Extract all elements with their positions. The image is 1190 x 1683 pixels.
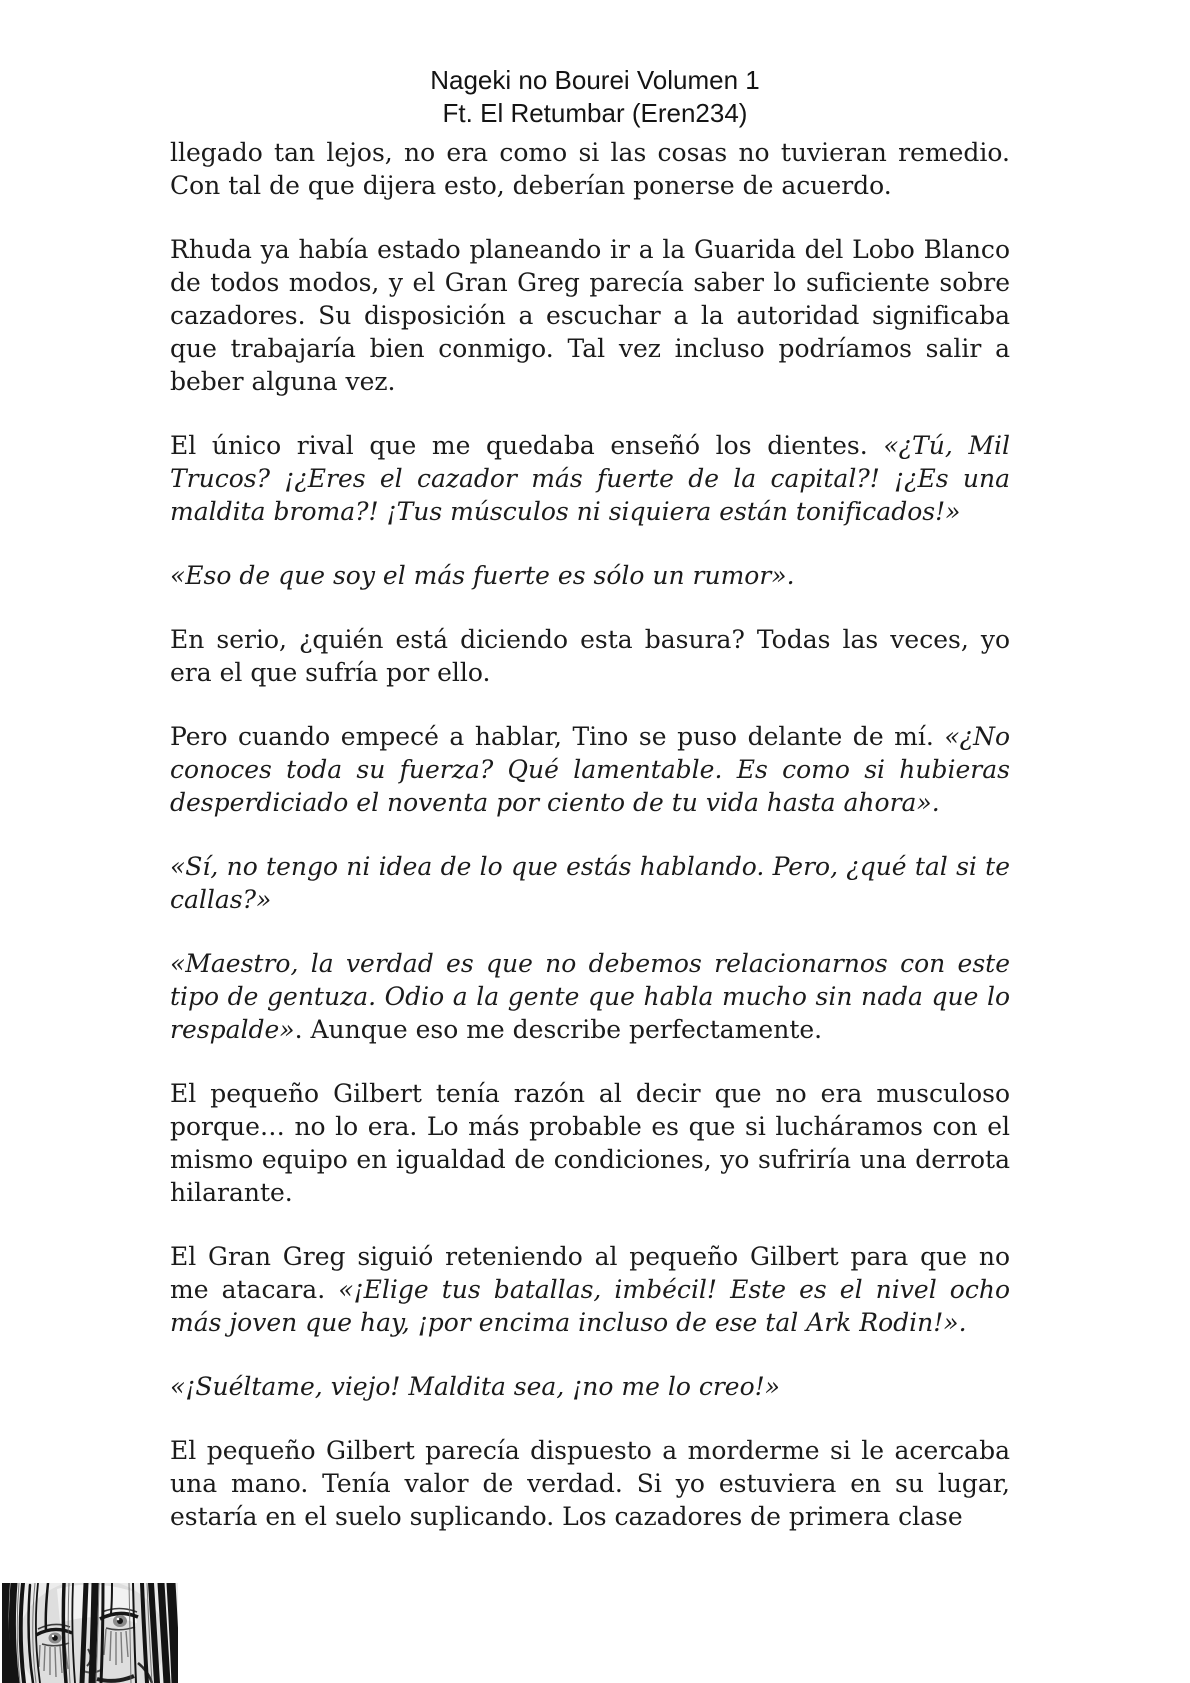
dialogue-segment: «Sí, no tengo ni idea de lo que estás hablando. Pero, ¿qué tal si te callas?» xyxy=(170,852,1010,914)
narration-segment: El Gran Greg siguió reteniendo al pequeño Gilbert para que no me atacara. xyxy=(170,1242,1010,1304)
paragraph-2 xyxy=(170,233,1010,398)
dialogue-segment: «¿Tú, Mil Trucos? ¡¿Eres el cazador más fuerte de la capital?! ¡¿Es una maldita broma?! ¡Tus músculos ni siquiera están tonificados!» xyxy=(170,431,1010,526)
narration-segment: El único rival que me quedaba enseñó los dientes. xyxy=(170,431,884,460)
dialogue-segment: «¡Suéltame, viejo! Maldita sea, ¡no me lo creo!» xyxy=(170,1372,780,1401)
narration-segment: Pero cuando empecé a hablar, Tino se puso delante de mí. xyxy=(170,722,945,751)
paragraph-9 xyxy=(170,1077,1010,1209)
dialogue-segment: «Eso de que soy el más fuerte es sólo un rumor». xyxy=(170,561,795,590)
page-title: Nageki no Bourei Volumen 1 xyxy=(430,65,760,95)
paragraph-6 xyxy=(170,720,1010,819)
paragraph-3 xyxy=(170,429,1010,528)
narration-segment: llegado tan lejos, no era como si las cosas no tuvieran remedio. Con tal de que dijera esto, deberían ponerse de acuerdo. xyxy=(170,138,1010,200)
paragraph-11 xyxy=(170,1370,1010,1403)
body-text xyxy=(170,136,1010,1564)
paragraph-7 xyxy=(170,850,1010,916)
manga-face-image xyxy=(2,1583,178,1683)
narration-segment: En serio, ¿quién está diciendo esta basura? Todas las veces, yo era el que sufría por ello. xyxy=(170,625,1010,687)
paragraph-4 xyxy=(170,559,1010,592)
paragraph-1 xyxy=(170,136,1010,202)
page-header xyxy=(0,0,1190,130)
paragraph-12 xyxy=(170,1434,1010,1533)
paragraph-8 xyxy=(170,947,1010,1046)
dialogue-segment: «Maestro, la verdad es que no debemos relacionarnos con este tipo de gentuza. Odio a la gente que habla mucho sin nada que lo respalde» xyxy=(170,949,1010,1044)
dialogue-segment: «¡Elige tus batallas, imbécil! Este es el nivel ocho más joven que hay, ¡por encima incluso de ese tal Ark Rodin!». xyxy=(170,1275,1010,1337)
manga-face-drawing xyxy=(2,1583,178,1683)
narration-segment: . Aunque eso me describe perfectamente. xyxy=(294,1015,823,1044)
narration-segment: Rhuda ya había estado planeando ir a la Guarida del Lobo Blanco de todos modos, y el Gran Greg parecía saber lo suficiente sobre cazadores. Su disposición a escuchar a la autoridad significaba que trabajaría bien conmigo. Tal vez incluso podríamos salir a beber alguna vez. xyxy=(170,235,1010,396)
page-subtitle: Ft. El Retumbar (Eren234) xyxy=(442,98,748,128)
narration-segment: El pequeño Gilbert parecía dispuesto a morderme si le acercaba una mano. Tenía valor de verdad. Si yo estuviera en su lugar, estaría en el suelo suplicando. Los cazadores de primera clase xyxy=(170,1436,1010,1531)
narration-segment: El pequeño Gilbert tenía razón al decir que no era musculoso porque… no lo era. Lo más probable es que si lucháramos con el mismo equipo en igualdad de condiciones, yo sufriría una derrota hilarante. xyxy=(170,1079,1010,1207)
paragraph-5 xyxy=(170,623,1010,689)
dialogue-segment: «¿No conoces toda su fuerza? Qué lamentable. Es como si hubieras desperdiciado el noventa por ciento de tu vida hasta ahora». xyxy=(170,722,1010,817)
paragraph-10 xyxy=(170,1240,1010,1339)
